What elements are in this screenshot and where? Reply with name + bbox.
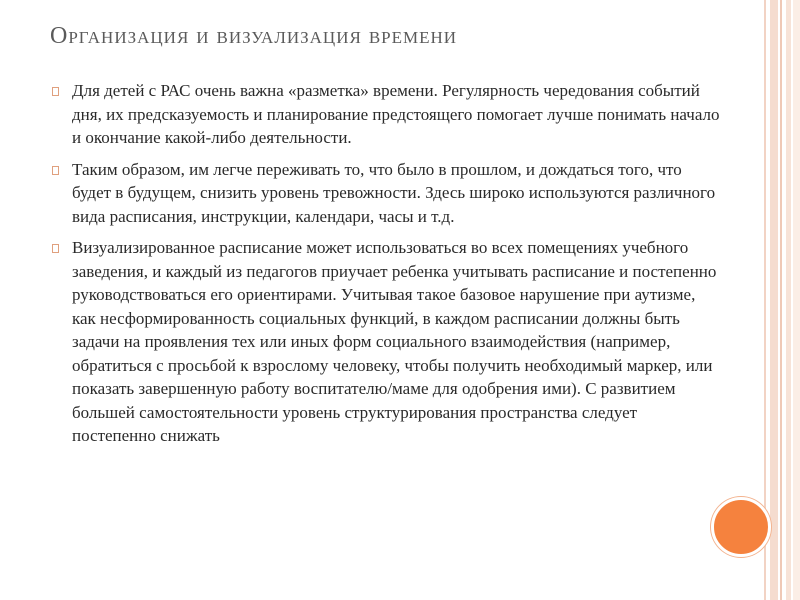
bullet-item (52, 236, 722, 448)
bullet-text: Таким образом, им легче переживать то, что было в прошлом, и дождаться того, что будет в будущем, снизить уровень тревожности. Здесь широко используются различного вида расписания, инструкции, календари, часы и т.д. (72, 159, 716, 226)
bullet-list (52, 79, 722, 456)
bullet-marker-icon (52, 87, 59, 96)
bullet-item (52, 158, 722, 229)
decorative-stripe (786, 0, 791, 600)
bullet-item (52, 79, 722, 150)
decorative-stripe (780, 0, 782, 600)
bullet-marker-icon (52, 244, 59, 253)
decorative-stripe (793, 0, 800, 600)
decorative-circle (711, 497, 771, 557)
slide-title: Организация и визуализация времени (50, 23, 458, 49)
decorative-stripe (770, 0, 778, 600)
bullet-marker-icon (52, 166, 59, 175)
bullet-text: Для детей с РАС очень важна «разметка» времени. Регулярность чередования событий дня, их предсказуемость и планирование предстоящего помогает лучше понимать начало и окончание какой-либо деятельности. (72, 81, 720, 147)
bullet-text: Визуализированное расписание может использоваться во всех помещениях учебного заведения, и каждый из педагогов приучает ребенка учитывать расписание и постепенно руководствоваться его ориентирами. Учитывая такое базовое нарушение при аутизме, как несформированность социальных функций, в каждом расписании должны быть задачи на проявления тех или иных форм социального взаимодействия (например, обратиться с просьбой к взрослому человеку, чтобы получить необходимый маркер, или показать завершенную работу воспитателю/маме для одобрения ими). С развитием большей самостоятельности уровень структурирования пространства следует постепенно снижать (72, 238, 717, 445)
